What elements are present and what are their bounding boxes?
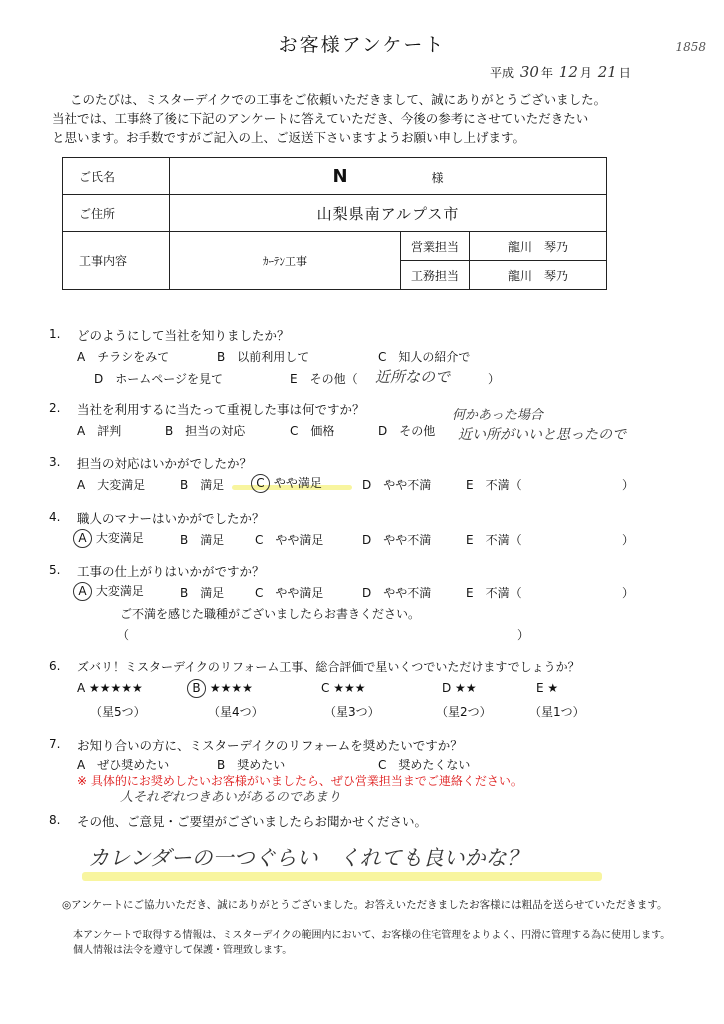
q7-option-b[interactable]: B 奨めたい: [217, 758, 286, 772]
q3-option-d[interactable]: D やや不満: [362, 478, 432, 492]
q5-sub-paren-close: ）: [517, 628, 530, 642]
q7-option-c[interactable]: C 奨めたくない: [378, 758, 471, 772]
q2-option-c[interactable]: C 価格: [290, 424, 335, 438]
q7-number: 7.: [49, 737, 61, 751]
q2-text: 当社を利用するに当たって重視した事は何ですか？: [77, 402, 365, 417]
sales-label: 営業担当: [401, 232, 470, 261]
date-month: 12: [558, 63, 578, 81]
q3-option-a[interactable]: A 大変満足: [77, 478, 146, 492]
q1-option-c[interactable]: C 知人の紹介で: [378, 350, 471, 364]
q4-option-e[interactable]: E 不満（: [466, 533, 522, 547]
q8-answer[interactable]: カレンダーの一つぐらい くれても良いかな？: [88, 846, 528, 870]
q5-option-d[interactable]: D やや不満: [362, 586, 432, 600]
q1-answer[interactable]: 近所なので: [375, 368, 451, 386]
q5-text: 工事の仕上がりはいかがですか？: [77, 564, 265, 579]
q5-option-a-label: 大変満足: [95, 584, 144, 598]
address-value: 山梨県南アルプス市: [316, 204, 460, 223]
name-cell[interactable]: [170, 158, 607, 195]
q4-paren-close: ）: [622, 533, 635, 547]
work-label: 工事内容: [63, 232, 170, 290]
privacy-line-2: 個人情報は法令を遵守して保護・管理致します。: [73, 945, 293, 956]
q6-option-b[interactable]: [191, 679, 253, 698]
q5-option-a[interactable]: [77, 582, 144, 601]
q5-sub-paren-open: （: [117, 628, 130, 642]
q4-number: 4.: [49, 510, 61, 524]
q1-text: どのようにして当社を知りましたか？: [77, 328, 290, 343]
q6-circle-b: B: [187, 679, 206, 698]
q1-option-b[interactable]: B 以前利用して: [217, 350, 310, 364]
q1-option-d[interactable]: D ホームページを見て: [94, 372, 224, 386]
q7-text: お知り合いの方に、ミスターデイクのリフォームを奨めたいですか？: [77, 738, 463, 753]
intro-line: と思います。お手数ですがご記入の上、ご返送下さいますようお願い申し上げます。: [52, 130, 526, 145]
q5-number: 5.: [49, 563, 61, 577]
q6-option-b-sub: （星4つ）: [208, 705, 264, 719]
construction-value[interactable]: 龍川 琴乃: [470, 261, 607, 290]
q3-number: 3.: [49, 455, 61, 469]
construction-label: 工務担当: [401, 261, 470, 290]
q3-option-e[interactable]: E 不満（: [466, 478, 522, 492]
q3-paren-close: ）: [622, 478, 635, 492]
q3-text: 担当の対応はいかがでしたか？: [77, 456, 253, 471]
q5-option-b[interactable]: B 満足: [180, 586, 225, 600]
q6-number: 6.: [49, 659, 61, 673]
date-era: 平成: [490, 66, 515, 80]
name-suffix: 様: [431, 170, 444, 185]
q1-option-a[interactable]: A チラシをみて: [77, 350, 170, 364]
q6-option-e[interactable]: E ★: [536, 681, 559, 695]
sales-value[interactable]: 龍川 琴乃: [470, 232, 607, 261]
q7-answer[interactable]: 人それぞれつきあいがあるのであまり: [120, 790, 341, 805]
q6-option-a[interactable]: A ★★★★★: [77, 681, 143, 695]
q1-paren-close: ）: [488, 372, 501, 386]
page-title: お客様アンケート: [278, 34, 446, 56]
intro-line: 当社では、工事終了後に下記のアンケートに答えていただき、今後の参考にさせていただきたい: [52, 111, 589, 126]
privacy-line-1: 本アンケートで取得する情報は、ミスターデイクの範囲内において、お客様の住宅管理をよりよく、円滑に管理する為に使用します。: [73, 930, 671, 941]
footer-thanks: ◎アンケートにご協力いただき、誠にありがとうございました。お答えいただきましたお客様には粗品を送らせていただきます。: [62, 899, 668, 911]
q4-circle-a: A: [73, 529, 92, 548]
q2-option-d[interactable]: D その他: [378, 424, 436, 438]
q4-text: 職人のマナーはいかがでしたか？: [77, 511, 265, 526]
q2-number: 2.: [49, 401, 61, 415]
q2-answer-line1[interactable]: 何かあった場合: [452, 408, 543, 423]
q3-circle-c: C: [251, 474, 270, 493]
intro-text: [52, 90, 700, 147]
q8-text: その他、ご意見・ご要望がございましたらお聞かせください。: [77, 814, 428, 829]
work-value[interactable]: ｶｰﾃﾝ工事: [170, 232, 401, 290]
address-label: ご住所: [63, 195, 170, 232]
q7-note: ※ 具体的にお奨めしたいお客様がいましたら、ぜひ営業担当までご連絡ください。: [77, 774, 523, 788]
q4-option-c[interactable]: C やや満足: [255, 533, 324, 547]
q2-answer-line2[interactable]: 近い所がいいと思ったので: [458, 427, 626, 443]
q6-text: ズバリ！ミスターデイクのリフォーム工事、総合評価で星いくつでいただけますでしょうか？: [77, 660, 580, 674]
date-field: [490, 63, 631, 81]
q4-option-a-label: 大変満足: [95, 531, 144, 545]
q1-number: 1.: [49, 327, 61, 341]
q4-option-d[interactable]: D やや不満: [362, 533, 432, 547]
q8-number: 8.: [49, 813, 61, 827]
q4-option-a[interactable]: [77, 529, 144, 548]
q5-sub-text: ご不満を感じた職種がございましたらお書きください。: [120, 607, 421, 621]
name-value: N: [332, 165, 348, 187]
date-month-unit: 月: [579, 66, 592, 80]
date-year-unit: 年: [540, 66, 553, 80]
q6-option-e-sub: （星1つ）: [529, 705, 585, 719]
date-day-unit: 日: [618, 66, 631, 80]
q3-option-c-label: やや満足: [273, 476, 322, 490]
q7-option-a[interactable]: A ぜひ奨めたい: [77, 758, 170, 772]
q6-option-d[interactable]: D ★★: [442, 681, 477, 695]
q5-option-e[interactable]: E 不満（: [466, 586, 522, 600]
date-day: 21: [597, 63, 617, 81]
q6-option-c[interactable]: C ★★★: [321, 681, 366, 695]
q2-option-a[interactable]: A 評判: [77, 424, 122, 438]
document-number: 1858: [675, 40, 706, 54]
footer-privacy: [73, 928, 670, 958]
q2-option-b[interactable]: B 担当の対応: [165, 424, 246, 438]
q6-option-d-sub: （星2つ）: [436, 705, 492, 719]
q1-option-e[interactable]: E その他（: [290, 372, 358, 386]
q4-option-b[interactable]: B 満足: [180, 533, 225, 547]
q5-paren-close: ）: [622, 586, 635, 600]
q6-option-a-sub: （星5つ）: [90, 705, 146, 719]
intro-line: このたびは、ミスターデイクでの工事をご依頼いただきまして、誠にありがとうございました。: [70, 92, 607, 107]
q6-option-c-sub: （星3つ）: [324, 705, 380, 719]
q5-circle-a: A: [73, 582, 92, 601]
date-year: 30: [519, 63, 539, 81]
customer-info-table: [62, 157, 607, 290]
q3-option-c[interactable]: [255, 474, 322, 493]
name-label: ご氏名: [63, 158, 170, 195]
q5-option-c[interactable]: C やや満足: [255, 586, 324, 600]
highlight-mark: [82, 872, 602, 881]
address-cell[interactable]: [170, 195, 607, 232]
q3-option-b[interactable]: B 満足: [180, 478, 225, 492]
q6-option-b-label: ★★★★: [209, 681, 253, 695]
